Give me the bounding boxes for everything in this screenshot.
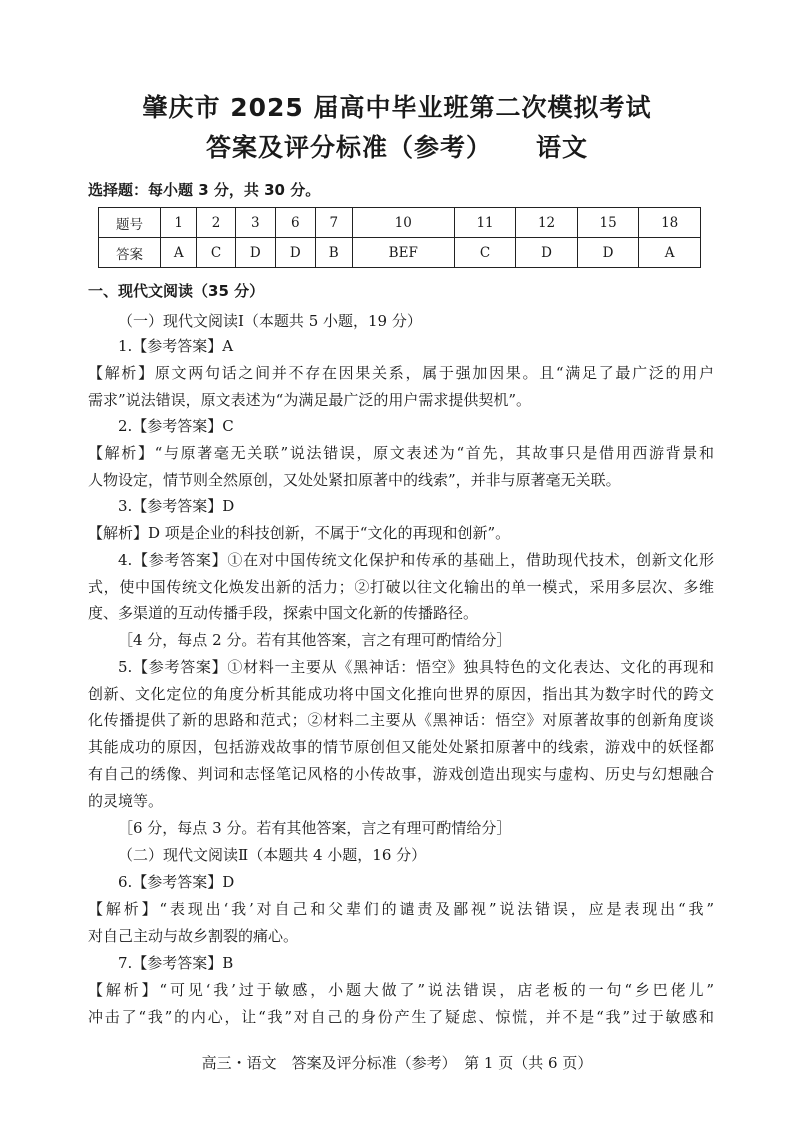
mcq-heading: 选择题：每小题 3 分，共 30 分。 — [88, 181, 321, 199]
answer-cell: B — [315, 238, 352, 268]
answer-line: 式，使中国传统文化焕发出新的活力；②打破以往文化输出的单一模式，采用多层次、多维 — [88, 578, 714, 596]
explanation-line: 【解析】D 项是企业的科技创新，不属于“文化的再现和创新”。 — [88, 524, 511, 542]
answer-line: 1.【参考答案】A — [118, 337, 234, 355]
question-number: 15 — [577, 208, 639, 238]
answer-line: 4.【参考答案】①在对中国传统文化保护和传承的基础上，借助现代技术，创新文化形 — [118, 551, 714, 569]
explanation-line: 【解析】“可见‘我’过于敏感，小题大做了”说法错误，店老板的一句“乡巴佬儿” — [88, 981, 714, 999]
answer-line: 有自己的绣像、判词和志怪笔记风格的小传故事，游戏创造出现实与虚构、历史与幻想融合 — [88, 765, 714, 783]
explanation-line: 需求”说法错误，原文表述为“为满足最广泛的用户需求提供契机”。 — [88, 391, 532, 409]
answer-line: 6.【参考答案】D — [118, 873, 235, 891]
question-number: 1 — [161, 208, 197, 238]
answer-row — [99, 238, 701, 268]
answer-cell: A — [161, 238, 197, 268]
subsection-heading: （二）现代文阅读Ⅱ（本题共 4 小题，16 分） — [118, 846, 427, 864]
answer-line: 化传播提供了新的思路和范式；②材料二主要从《黑神话：悟空》对原著故事的创新角度谈 — [88, 711, 714, 729]
explanation-line: 【解析】“表现出‘我’对自己和父辈们的谴责及鄙视”说法错误，应是表现出“我” — [88, 900, 714, 918]
question-number: 10 — [352, 208, 454, 238]
answer-cell: BEF — [352, 238, 454, 268]
question-number-row — [99, 208, 701, 238]
row-label-answer: 答案 — [99, 238, 161, 268]
answer-cell: A — [639, 238, 701, 268]
question-number: 12 — [516, 208, 578, 238]
question-number: 2 — [197, 208, 235, 238]
answer-line: 7.【参考答案】B — [118, 954, 234, 972]
answer-line: 的灵境等。 — [88, 792, 164, 810]
question-number: 3 — [235, 208, 275, 238]
answer-cell: C — [197, 238, 235, 268]
scoring-note: ［4 分，每点 2 分。若有其他答案，言之有理可酌情给分］ — [118, 631, 512, 649]
subtitle-text: 答案及评分标准（参考） — [205, 133, 492, 162]
explanation-line: 冲击了“我”的内心，让“我”对自己的身份产生了疑虑、惊慌，并不是“我”过于敏感和 — [88, 1008, 714, 1026]
answer-cell: D — [275, 238, 315, 268]
subsection-heading: （一）现代文阅读Ⅰ（本题共 5 小题，19 分） — [118, 312, 422, 330]
exam-subtitle — [0, 128, 794, 164]
question-number: 7 — [315, 208, 352, 238]
explanation-line: 【解析】“与原著毫无关联”说法错误，原文表述为“首先，其故事只是借用西游背景和 — [88, 444, 714, 462]
answer-cell: C — [454, 238, 516, 268]
question-number: 11 — [454, 208, 516, 238]
mcq-answer-table — [98, 207, 701, 268]
answer-line: 2.【参考答案】C — [118, 417, 234, 435]
subject-label: 语文 — [536, 133, 589, 162]
answer-line: 创新、文化定位的角度分析其能成功将中国文化推向世界的原因，指出其为数字时代的跨文 — [88, 685, 714, 703]
answer-line: 度、多渠道的互动传播手段，探索中国文化新的传播路径。 — [88, 604, 479, 622]
explanation-line: 【解析】原文两句话之间并不存在因果关系，属于强加因果。且“满足了最广泛的用户 — [88, 364, 714, 382]
answer-cell: D — [577, 238, 639, 268]
answer-cell: D — [235, 238, 275, 268]
answer-line: 其能成功的原因，包括游戏故事的情节原创但又能处处紧扣原著中的线索，游戏中的妖怪都 — [88, 738, 714, 756]
explanation-line: 人物设定，情节则全然原创，又处处紧扣原著中的线索”，并非与原著毫无关联。 — [88, 471, 621, 489]
row-label-number: 题号 — [99, 208, 161, 238]
answer-line: 3.【参考答案】D — [118, 497, 235, 515]
explanation-line: 对自己主动与故乡割裂的痛心。 — [88, 927, 299, 945]
section-heading: 一、现代文阅读（35 分） — [88, 282, 265, 300]
answer-cell: D — [516, 238, 578, 268]
answer-line: 5.【参考答案】①材料一主要从《黑神话：悟空》独具特色的文化表达、文化的再现和 — [118, 658, 714, 676]
question-number: 6 — [275, 208, 315, 238]
exam-title: 肇庆市 2025 届高中毕业班第二次模拟考试 — [142, 93, 652, 122]
scoring-note: ［6 分，每点 3 分。若有其他答案，言之有理可酌情给分］ — [118, 819, 512, 837]
page-footer: 高三・语文 答案及评分标准（参考） 第 1 页（共 6 页） — [201, 1054, 593, 1072]
question-number: 18 — [639, 208, 701, 238]
